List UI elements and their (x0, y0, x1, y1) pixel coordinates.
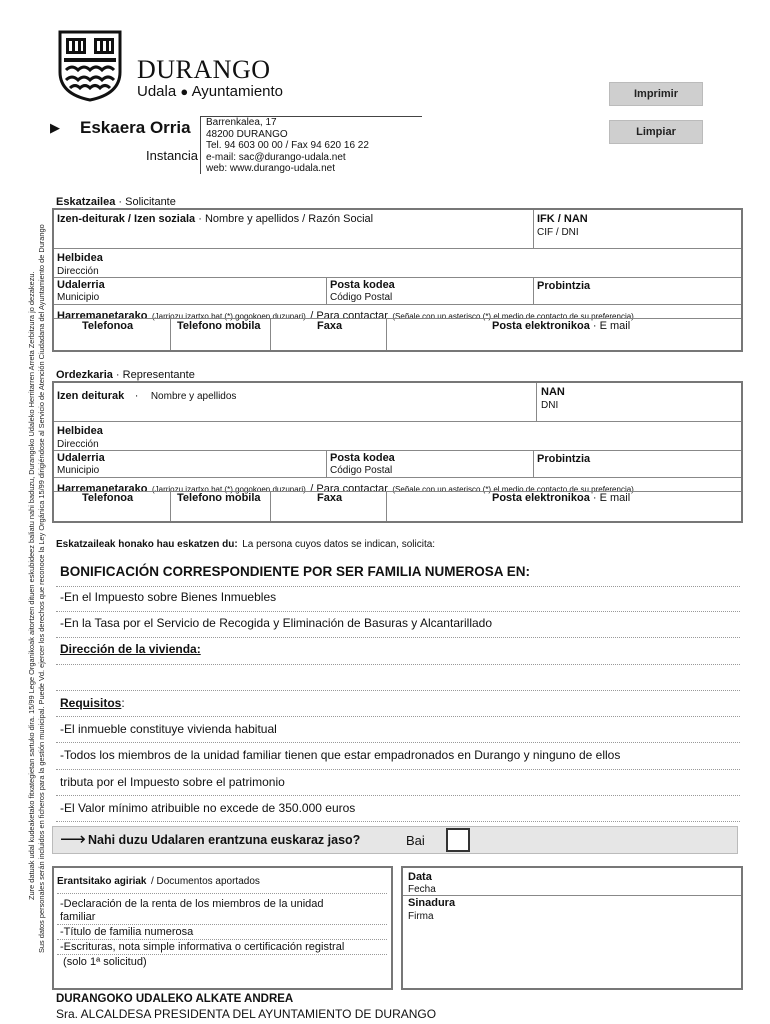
form-title: Eskaera Orria (80, 118, 191, 137)
divider (533, 277, 534, 304)
address-label-es: Dirección (57, 266, 99, 277)
email-label-es: E mail (599, 320, 631, 332)
divider (326, 277, 327, 304)
address-line: 48200 DURANGO (206, 128, 288, 140)
email-label: Posta elektronikoa · E mail (492, 492, 631, 504)
request-label-es: La persona cuyos datos se indican, solicita: (242, 539, 436, 550)
dotted-line (57, 924, 387, 925)
print-button[interactable]: Imprimir (609, 82, 703, 106)
contact-label-eu: Harremanetarako (57, 310, 148, 322)
contact-label-es: / Para contactar (310, 310, 388, 322)
representante-heading: Ordezkaria · Representante (56, 369, 195, 381)
divider (54, 450, 741, 451)
date-label-eu: Data (408, 871, 432, 883)
town-label-es: Municipio (57, 292, 100, 303)
representante-heading-es: Representante (122, 369, 195, 381)
divider (54, 318, 741, 319)
contact-label-eu: Harremanetarako (57, 483, 148, 495)
id-label-eu: IFK / NAN (537, 213, 588, 225)
email-label-es: E mail (599, 492, 631, 504)
email-label: Posta elektronikoa · E mail (492, 320, 631, 332)
zip-label-es: Código Postal (330, 292, 393, 303)
divider (54, 491, 741, 492)
contact-note-es: (Señale con un asterisco (*) el medio de contacto de su preferencia) (392, 485, 634, 494)
dotted-line (56, 821, 740, 822)
documents-label (57, 871, 260, 889)
mobile-label: Telefono mobila (177, 320, 261, 332)
addressee-eu: DURANGOKO UDALEKO ALKATE ANDREA (56, 993, 294, 1005)
divider (54, 477, 741, 478)
brand-name: DURANGO (137, 55, 271, 84)
address-label-es: Dirección (57, 439, 99, 450)
address-line: web: www.durango-udala.net (206, 163, 335, 174)
divider (170, 491, 171, 521)
request-line-1: -En el Impuesto sobre Bienes Inmuebles (60, 590, 277, 604)
divider (533, 210, 534, 248)
address-line: e-mail: sac@durango-udala.net (206, 151, 346, 163)
dotted-line (56, 742, 740, 743)
solicitante-name-label: Izen-deiturak / Izen soziala · Nombre y apellidos / Razón Social (57, 213, 374, 225)
requisitos-heading: Requisitos: (60, 696, 125, 710)
representante-heading-eu: Ordezkaria (56, 369, 113, 381)
clear-button[interactable]: Limpiar (609, 120, 703, 144)
solicitante-heading-es: Solicitante (125, 196, 176, 208)
bullet-dot: ● (180, 84, 189, 99)
separator-dot: · (134, 390, 139, 402)
divider (326, 450, 327, 477)
durango-coat-of-arms-logo (56, 28, 124, 102)
town-label-eu: Udalerria (57, 279, 105, 291)
id-label-eu: NAN (541, 386, 565, 398)
document-item: -Título de familia numerosa (60, 926, 194, 938)
divider (54, 304, 741, 305)
zip-label-es: Código Postal (330, 465, 393, 476)
representante-name-label (57, 386, 236, 404)
signature-label-eu: Sinadura (408, 897, 456, 909)
document-item: -Declaración de la renta de los miembros de la unidad (60, 898, 324, 910)
fax-label: Faxa (317, 320, 343, 332)
signature-label-es: Firma (408, 911, 434, 922)
documents-box[interactable] (52, 866, 393, 990)
phone-label: Telefonoa (82, 492, 134, 504)
form-subtitle: Instancia (146, 148, 199, 163)
town-label-es: Municipio (57, 465, 100, 476)
province-label: Probintzia (537, 280, 591, 292)
document-item: familiar (60, 911, 96, 923)
solicitante-heading-eu: Eskatzailea (56, 196, 116, 208)
date-signature-box[interactable] (401, 866, 743, 990)
dotted-line (56, 611, 740, 612)
document-item: -Escrituras, nota simple informativa o certificación registral (60, 941, 345, 953)
brand-subtitle-es: Ayuntamiento (191, 83, 284, 100)
name-label-eu: Izen deiturak (57, 390, 125, 402)
document-item: (solo 1ª solicitud) (60, 956, 147, 968)
email-label-eu: Posta elektronikoa (492, 320, 590, 332)
dotted-line (57, 939, 387, 940)
request-main-heading: BONIFICACIÓN CORRESPONDIENTE POR SER FAMILIA NUMEROSA EN: (60, 564, 531, 579)
privacy-notice-eu: Zure datuak udal kudeaketako fitxategietan sartuko dira. 15/99 Lege Organikoak aitortzen dituen eskubideez baliatu nahi baduzu, Durangoko Udaleko Herritarren Arreta Zerbitzura jo dezakezu. (27, 271, 36, 900)
address-input-line[interactable] (56, 690, 740, 691)
request-line-2: -En la Tasa por el Servicio de Recogida y Eliminación de Basuras y Alcantarillado (60, 616, 493, 630)
dotted-line (56, 716, 740, 717)
town-label-eu: Udalerria (57, 452, 105, 464)
request-label (56, 534, 435, 552)
solicitante-heading: Eskatzailea · Solicitante (56, 196, 176, 208)
address-label-eu: Helbidea (57, 252, 103, 264)
request-label-eu: Eskatzaileak honako hau eskatzen du: (56, 539, 238, 550)
bai-checkbox[interactable] (446, 828, 470, 852)
fax-label: Faxa (317, 492, 343, 504)
divider (403, 895, 741, 896)
contact-note-eu: (Jarriozu izartxo bat (*) gogokoen duzunari) (151, 312, 306, 321)
zip-label-eu: Posta kodea (330, 452, 395, 464)
address-vertical-rule (200, 116, 201, 174)
divider (54, 248, 741, 249)
requirement-3: tributa por el Impuesto sobre el patrimonio (60, 775, 285, 789)
contact-address (206, 117, 369, 175)
requisitos-label: Requisitos (60, 696, 122, 710)
email-label-eu: Posta elektronikoa (492, 492, 590, 504)
divider (533, 450, 534, 477)
requirement-2: -Todos los miembros de la unidad familiar tienen que estar empadronados en Durango y ninguno de ellos (60, 748, 621, 762)
address-heading: Dirección de la vivienda: (60, 642, 201, 656)
requirement-4: -El Valor mínimo atribuible no excede de 350.000 euros (60, 801, 356, 815)
address-input-line[interactable] (56, 664, 740, 665)
addressee-es: Sra. ALCALDESA PRESIDENTA DEL AYUNTAMIENTO DE DURANGO (56, 1007, 437, 1021)
name-label-es: Nombre y apellidos (150, 391, 237, 402)
dotted-line (56, 795, 740, 796)
contact-note-eu: (Jarriozu izartxo bat (*) gogokoen duzunari) (151, 485, 306, 494)
address-line: Barrenkalea, 17 (206, 117, 277, 128)
dotted-line (56, 769, 740, 770)
divider (386, 318, 387, 350)
address-line: Tel. 94 603 00 00 / Fax 94 620 16 22 (206, 140, 369, 151)
date-label-es: Fecha (408, 884, 436, 895)
mobile-label: Telefono mobila (177, 492, 261, 504)
zip-label-eu: Posta kodea (330, 279, 395, 291)
representante-box[interactable] (52, 381, 743, 523)
language-question: Nahi duzu Udalaren erantzuna euskaraz jaso? (88, 833, 361, 847)
divider (270, 318, 271, 350)
divider (54, 421, 741, 422)
brand-subtitle-eu: Udala (137, 83, 177, 100)
province-label: Probintzia (537, 453, 591, 465)
dotted-line (56, 637, 740, 638)
language-option-label: Bai (406, 833, 425, 848)
contact-label-es: / Para contactar (310, 483, 388, 495)
id-label-es: CIF / DNI (537, 227, 579, 238)
divider (536, 383, 537, 421)
brand-subtitle (137, 83, 283, 100)
requirement-1: -El inmueble constituye vivienda habitual (60, 722, 277, 736)
divider (270, 491, 271, 521)
dotted-line (57, 954, 387, 955)
name-label-es: Nombre y apellidos / Razón Social (204, 213, 374, 225)
divider (54, 277, 741, 278)
documents-label-eu: Erantsitako agiriak (57, 876, 147, 887)
divider (170, 318, 171, 350)
arrow-right-icon: ▶ (50, 120, 60, 135)
contact-note-es: (Señale con un asterisco (*) el medio de contacto de su preferencia) (392, 312, 634, 321)
long-arrow-right-icon: ⟶ (60, 829, 86, 849)
name-label-eu: Izen-deiturak / Izen soziala (57, 213, 196, 225)
phone-label: Telefonoa (82, 320, 134, 332)
dotted-line (57, 893, 387, 894)
privacy-notice-es: Sus datos personales serán incluidos en ficheros para la gestión municipal. Puede Vd. ejercer los derechos que reconoce la Ley Orgánica 15/99 dirigiéndose al Servicio de Atención Ciudadana del Ayuntamiento de Durango (37, 224, 46, 953)
id-label-es: DNI (541, 400, 559, 411)
solicitante-box[interactable] (52, 208, 743, 352)
documents-label-es: / Documentos aportados (150, 876, 260, 887)
dotted-line (56, 586, 740, 587)
address-label-eu: Helbidea (57, 425, 103, 437)
divider (386, 491, 387, 521)
